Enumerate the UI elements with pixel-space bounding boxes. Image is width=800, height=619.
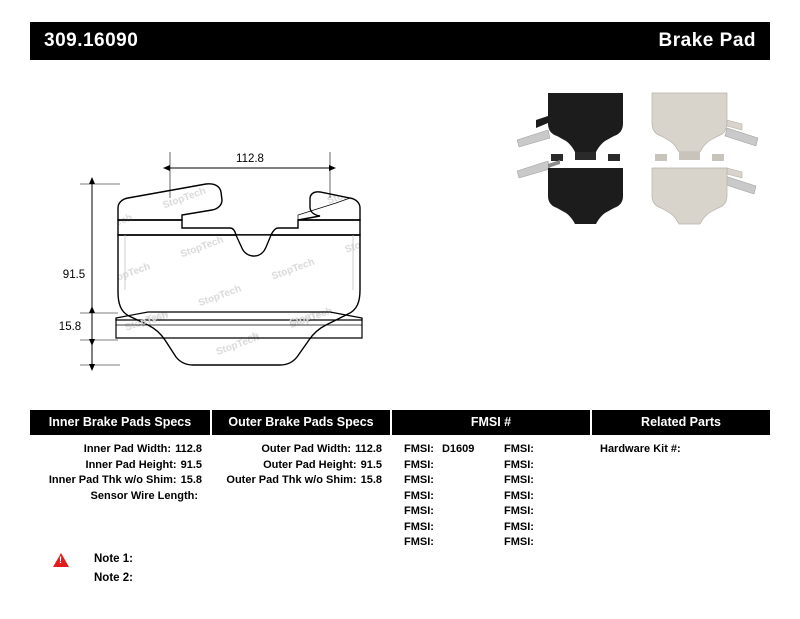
fmsi-label: FMSI: (404, 443, 434, 455)
fmsi-value (534, 504, 542, 520)
fmsi-value (434, 473, 442, 489)
spec-value: 15.8 (360, 474, 382, 486)
spec-value: 112.8 (355, 443, 382, 455)
outer-specs-body (210, 435, 390, 489)
fmsi-row (390, 489, 590, 505)
fmsi-value (534, 458, 542, 474)
spec-label: Outer Pad Width: (261, 443, 352, 455)
fmsi-row (390, 504, 590, 520)
fmsi-value (534, 520, 542, 536)
related-parts-body (590, 435, 770, 458)
spec-value: 91.5 (180, 458, 202, 471)
fmsi-label: FMSI: (404, 489, 434, 502)
product-photos (517, 93, 758, 224)
spec-value: 15.8 (180, 474, 202, 486)
fmsi-label: FMSI: (504, 489, 534, 502)
fmsi-value (434, 535, 442, 551)
spec-row (30, 458, 210, 474)
fmsi-row (390, 458, 590, 474)
fmsi-value (534, 535, 542, 551)
related-part-row: Hardware Kit #: (600, 443, 681, 455)
fmsi-label: FMSI: (504, 474, 534, 486)
fmsi-label: FMSI: (404, 505, 434, 517)
spec-label: Outer Pad Height: (263, 458, 357, 471)
spec-row (210, 442, 390, 458)
dimension-height (63, 184, 120, 365)
note-row (50, 569, 450, 588)
spec-row (30, 442, 210, 458)
spec-value: 112.8 (175, 443, 202, 455)
product-type: Brake Pad (658, 30, 756, 51)
related-parts-header: Related Parts (590, 410, 770, 435)
related-parts-column (590, 410, 770, 551)
fmsi-row (390, 442, 590, 458)
warning-icon (50, 553, 72, 567)
fmsi-label: FMSI: (404, 520, 434, 533)
fmsi-label: FMSI: (504, 505, 534, 517)
fmsi-label: FMSI: (504, 520, 534, 533)
spec-label: Inner Pad Height: (85, 458, 177, 471)
spec-row (30, 473, 210, 489)
fmsi-value (434, 520, 442, 536)
svg-text:15.8: 15.8 (58, 321, 82, 333)
spec-row (210, 473, 390, 489)
fmsi-value (434, 489, 442, 505)
note-text: Note 2: (94, 572, 133, 584)
spec-label: Inner Pad Width: (83, 443, 172, 455)
note-text: Note 1: (94, 553, 133, 565)
fmsi-row (390, 473, 590, 489)
dimension-thickness (59, 313, 118, 340)
fmsi-label: FMSI: (504, 458, 534, 471)
fmsi-body (390, 435, 590, 551)
inner-specs-header: Inner Brake Pads Specs (30, 410, 210, 435)
fmsi-label: FMSI: (404, 474, 434, 486)
spec-row (30, 489, 210, 505)
fmsi-label: FMSI: (404, 458, 434, 471)
spec-row (210, 458, 390, 474)
fmsi-row (390, 520, 590, 536)
fmsi-value (434, 458, 442, 474)
fmsi-row (390, 535, 590, 551)
outer-specs-column (210, 410, 390, 551)
fmsi-value (434, 504, 442, 520)
spec-label: Outer Pad Thk w/o Shim: (226, 474, 357, 486)
fmsi-value (534, 489, 542, 505)
fmsi-label: FMSI: (504, 536, 534, 548)
fmsi-column (390, 410, 590, 551)
fmsi-label: FMSI: (404, 536, 434, 548)
specs-tables (30, 410, 770, 551)
part-number: 309.16090 (44, 30, 139, 51)
fmsi-value (534, 442, 542, 458)
notes-section (50, 550, 450, 588)
inner-specs-column (30, 410, 210, 551)
note-row (50, 550, 450, 569)
technical-drawing (30, 68, 770, 388)
fmsi-header: FMSI # (390, 410, 590, 435)
svg-text:91.5: 91.5 (62, 269, 86, 281)
fmsi-value (534, 473, 542, 489)
fmsi-value: D1609 (441, 443, 475, 455)
spec-value: 91.5 (360, 458, 382, 471)
outer-specs-header: Outer Brake Pads Specs (210, 410, 390, 435)
spec-label: Inner Pad Thk w/o Shim: (48, 474, 177, 486)
header-bar (30, 22, 770, 60)
inner-specs-body (30, 435, 210, 504)
spec-label: Sensor Wire Length: (90, 489, 198, 502)
fmsi-label: FMSI: (504, 443, 534, 455)
svg-text:112.8: 112.8 (236, 153, 264, 165)
